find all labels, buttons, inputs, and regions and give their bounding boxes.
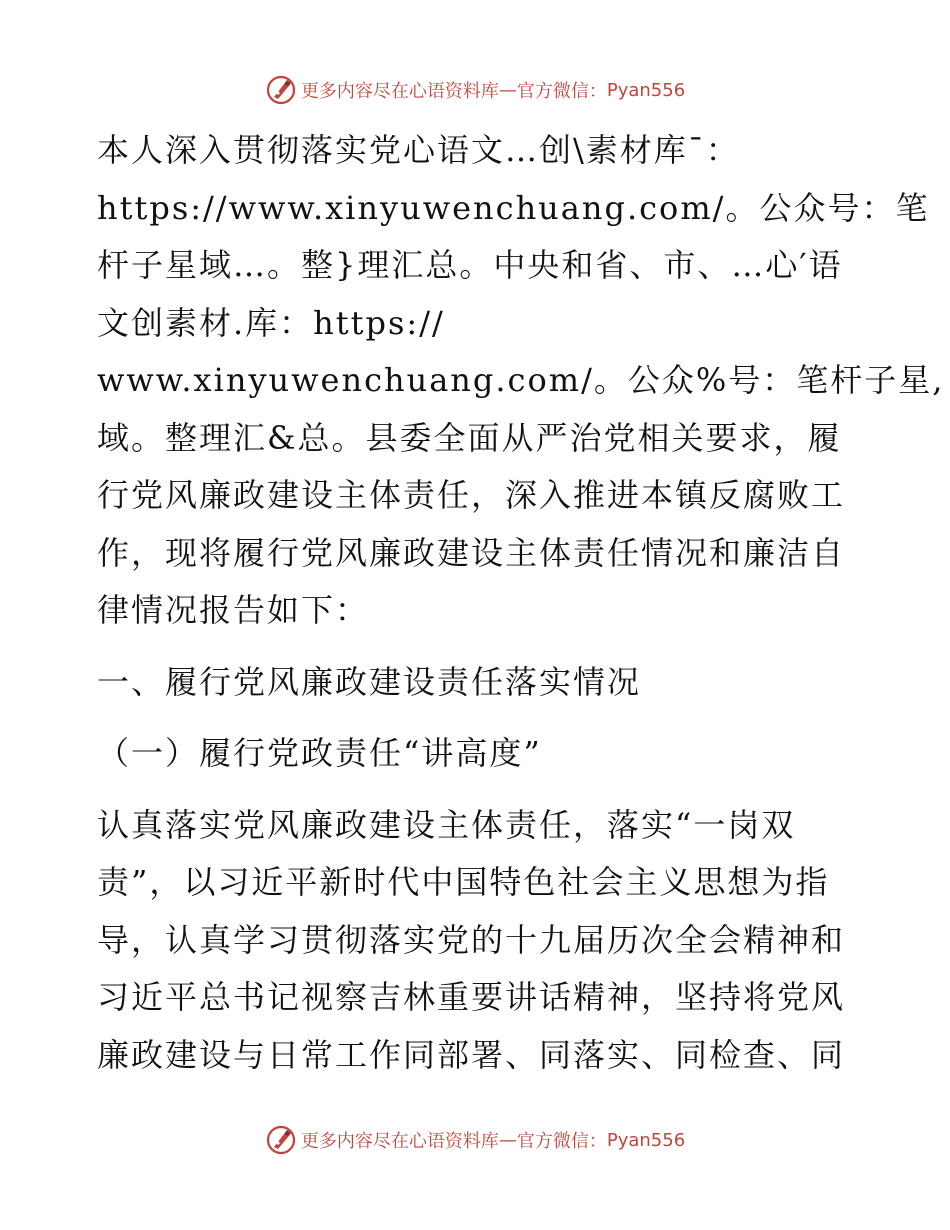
responsibility-paragraph: [97, 797, 857, 1085]
watermark-separator: —: [498, 79, 517, 101]
watermark-wechat-label: 官方微信：: [516, 1131, 607, 1152]
text-line: 作，现将履行党风廉政建设主体责任情况和廉洁自: [97, 533, 846, 572]
text-line: 本人深入贯彻落实党心语文…创\素材库¯：: [97, 131, 740, 169]
footer-watermark-banner: [0, 1120, 950, 1160]
text-line: 行党风廉政建设主体责任，深入推进本镇反腐败工: [97, 476, 846, 514]
watermark-separator: —: [498, 1129, 517, 1151]
text-line: 认真落实党风廉政建设主体责任，落实“一岗双: [97, 805, 796, 844]
text-line: 习近平总书记视察吉林重要讲话精神，坚持将党风: [97, 978, 846, 1016]
watermark-wechat-label: 官方微信：: [516, 81, 607, 102]
document-body: [97, 122, 945, 1084]
watermark-wechat-id: Pyan556: [606, 79, 686, 101]
text-line: https://www.xinyuwenchuang.com/。公众号：笔: [97, 188, 930, 227]
intro-paragraph: [97, 122, 945, 640]
watermark-text: 更多内容尽在心语资料库: [300, 81, 499, 102]
text-line: 责”，以习近平新时代中国特色社会主义思想为指: [97, 863, 830, 901]
text-line: 廉政建设与日常工作同部署、同落实、同检查、同: [97, 1035, 846, 1074]
header-watermark-banner: [0, 70, 950, 110]
text-line: www.xinyuwenchuang.com/。公众%号：笔杆子星,: [97, 361, 945, 399]
text-line: 域。整理汇&总。县委全面从严治党相关要求，履: [97, 418, 842, 457]
text-line: 杆子星域…。整}理汇总。中央和省、市、…心′语: [97, 246, 843, 284]
text-line: 律情况报告如下：: [97, 591, 370, 629]
subsection-heading: （一）履行党政责任“讲高度”: [97, 734, 542, 772]
section-heading: 一、履行党风廉政建设责任落实情况: [97, 662, 642, 701]
text-line: 文创素材.库：https://: [97, 303, 445, 342]
pen-nib-circle-icon: [265, 1124, 297, 1156]
pen-nib-circle-icon: [265, 74, 297, 106]
text-line: 导，认真学习贯彻落实党的十九届历次全会精神和: [97, 920, 846, 959]
watermark-wechat-id: Pyan556: [606, 1129, 686, 1151]
watermark-text: 更多内容尽在心语资料库: [300, 1131, 499, 1152]
